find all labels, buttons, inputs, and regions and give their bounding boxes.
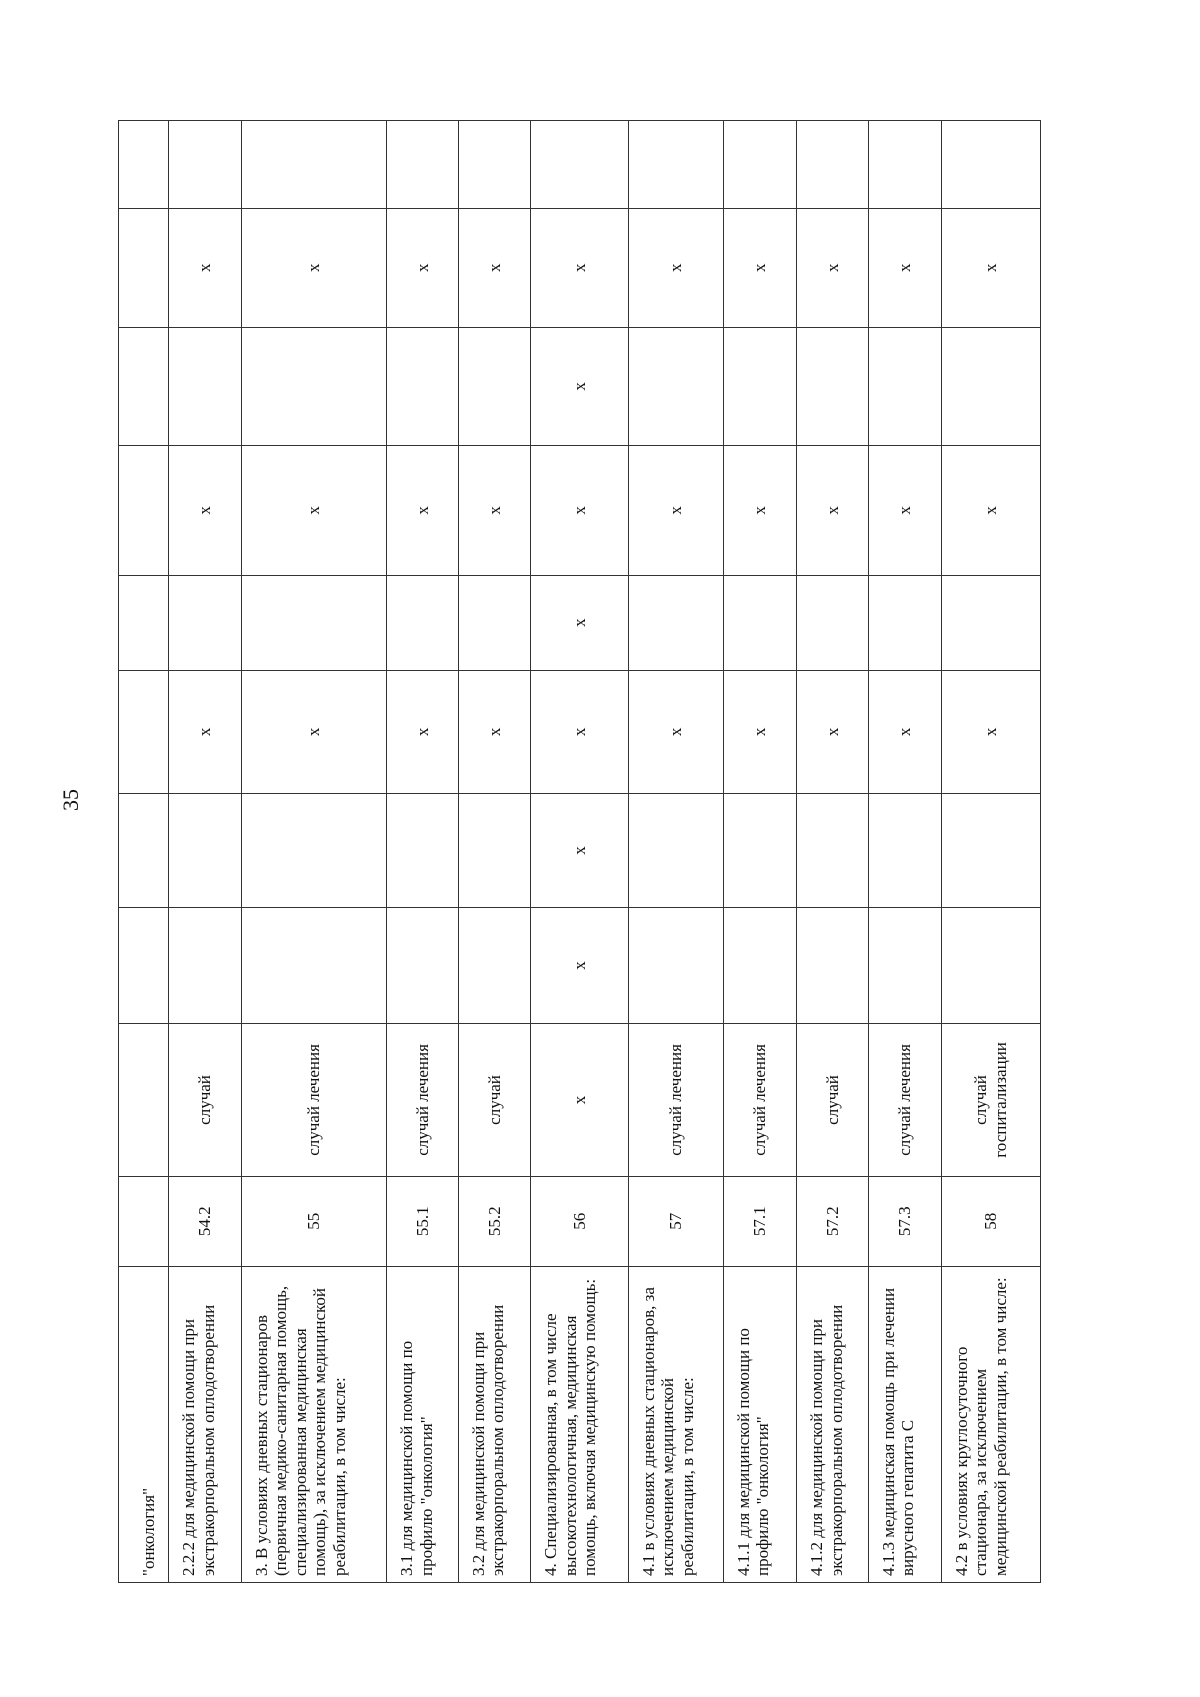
- value-cell: [241, 907, 386, 1023]
- value-cell: [119, 575, 169, 670]
- value-cell: [797, 121, 869, 209]
- value-cell: [387, 907, 459, 1023]
- value-cell: [723, 575, 797, 670]
- value-cell: х: [458, 445, 531, 575]
- row-description: 2.2.2 для медицинской помощи при экстракорпоральном оплодотворении: [169, 1266, 242, 1582]
- value-cell: [868, 907, 941, 1023]
- value-cell: [941, 327, 1040, 445]
- value-cell: [119, 670, 169, 793]
- value-cell: х: [531, 575, 628, 670]
- row-description: 4.1.2 для медицинской помощи при экстракорпоральном оплодотворении: [797, 1266, 869, 1582]
- value-cell: х: [941, 208, 1040, 327]
- value-cell: [628, 575, 723, 670]
- value-cell: х: [531, 794, 628, 908]
- row-description: 3.1 для медицинской помощи по профилю "онкология": [387, 1266, 459, 1582]
- value-cell: [241, 794, 386, 908]
- value-cell: [628, 907, 723, 1023]
- value-cell: [387, 794, 459, 908]
- row-code: 57: [628, 1176, 723, 1266]
- row-description: 4. Специализированная, в том числе высокотехнологичная, медицинская помощь, включая медицинскую помощь:: [531, 1266, 628, 1582]
- value-cell: [797, 794, 869, 908]
- row-code: 57.2: [797, 1176, 869, 1266]
- table-row: [531, 121, 628, 1583]
- value-cell: [723, 327, 797, 445]
- value-cell: [387, 327, 459, 445]
- value-cell: х: [531, 445, 628, 575]
- row-code: 57.1: [723, 1176, 797, 1266]
- value-cell: [941, 121, 1040, 209]
- value-cell: [458, 794, 531, 908]
- row-unit: случай лечения: [241, 1023, 386, 1176]
- value-cell: [241, 575, 386, 670]
- value-cell: х: [868, 445, 941, 575]
- value-cell: х: [531, 670, 628, 793]
- value-cell: [119, 208, 169, 327]
- value-cell: х: [797, 208, 869, 327]
- value-cell: х: [458, 670, 531, 793]
- value-cell: [387, 121, 459, 209]
- row-unit: случай госпитализации: [941, 1023, 1040, 1176]
- value-cell: [797, 327, 869, 445]
- value-cell: [169, 794, 242, 908]
- table-row: [458, 121, 531, 1583]
- row-unit: случай лечения: [723, 1023, 797, 1176]
- value-cell: х: [531, 907, 628, 1023]
- value-cell: [387, 575, 459, 670]
- value-cell: х: [628, 445, 723, 575]
- row-code: 58: [941, 1176, 1040, 1266]
- row-description: 4.1.1 для медицинской помощи по профилю "онкология": [723, 1266, 797, 1582]
- value-cell: х: [387, 670, 459, 793]
- value-cell: [868, 327, 941, 445]
- row-code: 55.1: [387, 1176, 459, 1266]
- value-cell: [169, 575, 242, 670]
- value-cell: [169, 327, 242, 445]
- row-description: 4.2 в условиях круглосуточного стационара, за исключением медицинской реабилитации, в том числе:: [941, 1266, 1040, 1582]
- value-cell: х: [531, 327, 628, 445]
- value-cell: х: [868, 670, 941, 793]
- value-cell: [531, 121, 628, 209]
- value-cell: [169, 907, 242, 1023]
- value-cell: х: [387, 445, 459, 575]
- value-cell: [241, 121, 386, 209]
- table-row: [119, 121, 169, 1583]
- value-cell: [723, 907, 797, 1023]
- row-unit: случай лечения: [628, 1023, 723, 1176]
- table-row: [628, 121, 723, 1583]
- row-unit: случай: [797, 1023, 869, 1176]
- row-code: 55: [241, 1176, 386, 1266]
- value-cell: [868, 575, 941, 670]
- value-cell: х: [868, 208, 941, 327]
- table-row: [941, 121, 1040, 1583]
- value-cell: [797, 907, 869, 1023]
- value-cell: [941, 575, 1040, 670]
- value-cell: х: [797, 670, 869, 793]
- row-unit: случай лечения: [387, 1023, 459, 1176]
- value-cell: [169, 121, 242, 209]
- value-cell: х: [531, 208, 628, 327]
- row-description: "онкология": [119, 1266, 169, 1582]
- value-cell: [941, 794, 1040, 908]
- value-cell: х: [723, 208, 797, 327]
- value-cell: х: [723, 445, 797, 575]
- value-cell: х: [941, 445, 1040, 575]
- value-cell: [723, 794, 797, 908]
- value-cell: х: [458, 208, 531, 327]
- value-cell: х: [797, 445, 869, 575]
- row-unit: случай: [458, 1023, 531, 1176]
- page-number: 35: [58, 789, 83, 811]
- table-row: [797, 121, 869, 1583]
- row-description: 4.1.3 медицинская помощь при лечении вирусного гепатита С: [868, 1266, 941, 1582]
- row-code: 56: [531, 1176, 628, 1266]
- row-description: 4.1 в условиях дневных стационаров, за исключением медицинской реабилитации, в том числе:: [628, 1266, 723, 1582]
- table-row: [723, 121, 797, 1583]
- row-code: 55.2: [458, 1176, 531, 1266]
- value-cell: х: [723, 670, 797, 793]
- value-cell: [628, 794, 723, 908]
- value-cell: [458, 327, 531, 445]
- table-row: [169, 121, 242, 1583]
- value-cell: [458, 575, 531, 670]
- table-row: [868, 121, 941, 1583]
- value-cell: [119, 794, 169, 908]
- value-cell: [868, 121, 941, 209]
- data-table: [118, 120, 1041, 1583]
- value-cell: х: [169, 670, 242, 793]
- value-cell: х: [241, 208, 386, 327]
- row-description: 3.2 для медицинской помощи при экстракорпоральном оплодотворении: [458, 1266, 531, 1582]
- row-unit: случай лечения: [868, 1023, 941, 1176]
- value-cell: [941, 907, 1040, 1023]
- table-row: [387, 121, 459, 1583]
- value-cell: х: [241, 670, 386, 793]
- row-description: 3. В условиях дневных стационаров (первичная медико-санитарная помощь, специализированная медицинская помощь), за исключением медицинской реабилитации, в том числе:: [241, 1266, 386, 1582]
- value-cell: [119, 121, 169, 209]
- value-cell: [241, 327, 386, 445]
- value-cell: х: [941, 670, 1040, 793]
- table-row: [241, 121, 386, 1583]
- row-code: [119, 1176, 169, 1266]
- value-cell: [119, 327, 169, 445]
- value-cell: [628, 121, 723, 209]
- row-unit: случай: [169, 1023, 242, 1176]
- value-cell: [628, 327, 723, 445]
- row-unit: [119, 1023, 169, 1176]
- value-cell: х: [628, 670, 723, 793]
- row-code: 54.2: [169, 1176, 242, 1266]
- row-unit: х: [531, 1023, 628, 1176]
- value-cell: [458, 907, 531, 1023]
- row-code: 57.3: [868, 1176, 941, 1266]
- value-cell: х: [169, 445, 242, 575]
- value-cell: х: [169, 208, 242, 327]
- value-cell: х: [241, 445, 386, 575]
- value-cell: [797, 575, 869, 670]
- rotated-table-container: [118, 120, 1041, 1583]
- value-cell: [119, 445, 169, 575]
- value-cell: [458, 121, 531, 209]
- value-cell: х: [628, 208, 723, 327]
- value-cell: [868, 794, 941, 908]
- value-cell: [723, 121, 797, 209]
- value-cell: [119, 907, 169, 1023]
- value-cell: х: [387, 208, 459, 327]
